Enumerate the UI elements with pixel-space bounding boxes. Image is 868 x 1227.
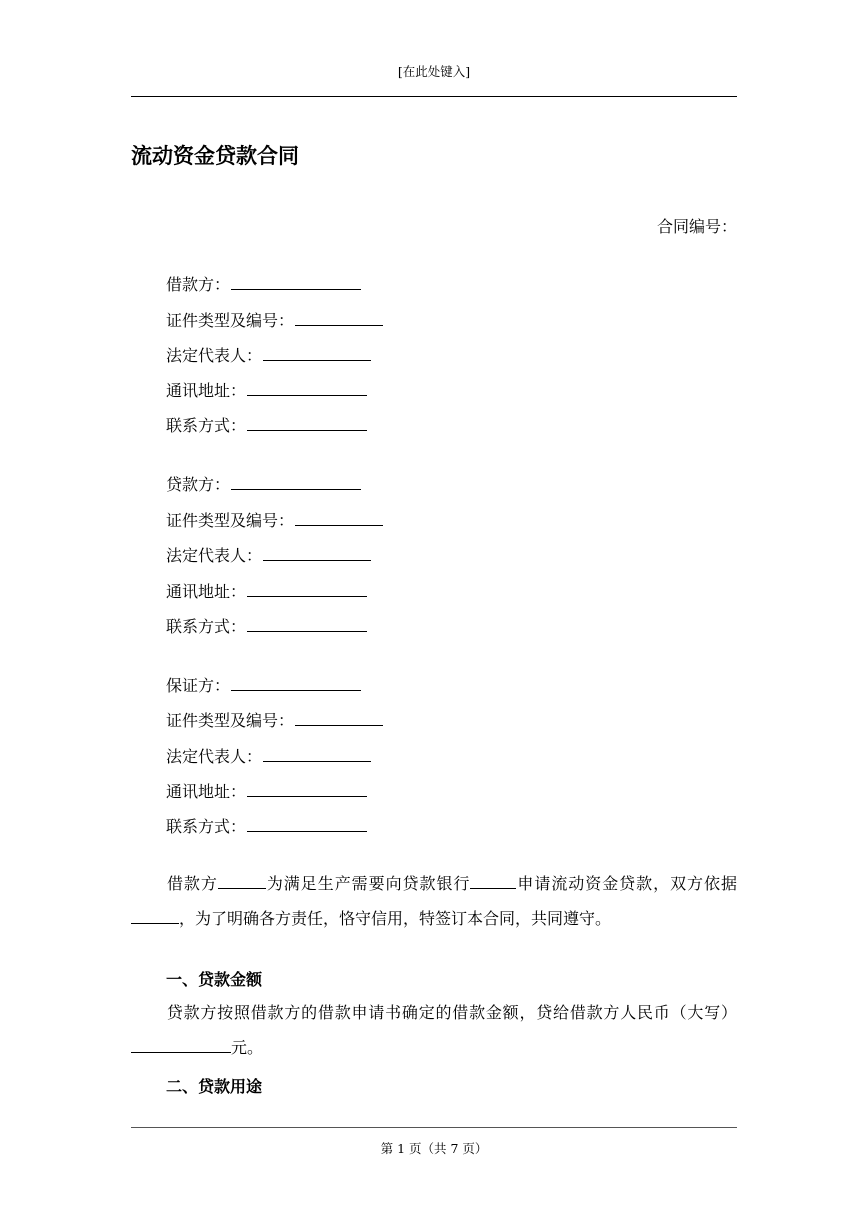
section1-paragraph: [131, 995, 737, 1065]
guarantor-contact-label: 联系方式：: [166, 817, 247, 836]
section1-unit: 元。: [231, 1038, 264, 1057]
borrower-name-label: 借款方：: [166, 275, 231, 294]
loan-amount-blank[interactable]: [131, 1038, 231, 1053]
borrower-id-blank[interactable]: [295, 311, 383, 326]
borrower-rep-blank[interactable]: [263, 346, 371, 361]
intro-text-1: 借款方: [166, 874, 218, 893]
borrower-address-line: [166, 378, 367, 401]
lender-id-label: 证件类型及编号：: [166, 511, 295, 530]
borrower-rep-label: 法定代表人：: [166, 346, 263, 365]
guarantor-name-blank[interactable]: [231, 676, 361, 691]
borrower-id-label: 证件类型及编号：: [166, 311, 295, 330]
page-header[interactable]: [在此处键入]: [397, 64, 471, 79]
lender-contact-blank[interactable]: [247, 617, 367, 632]
guarantor-rep-line: [166, 744, 371, 767]
lender-address-label: 通讯地址：: [166, 582, 247, 601]
lender-name-blank[interactable]: [231, 475, 361, 490]
lender-name-line: [166, 472, 361, 495]
intro-text-4: ，为了明确各方责任，恪守信用，特签订本合同，共同遵守。: [179, 909, 612, 928]
borrower-rep-line: [166, 343, 371, 366]
intro-blank-bank[interactable]: [470, 874, 516, 889]
borrower-id-line: [166, 308, 383, 331]
section1-heading: 一、贷款金额: [166, 970, 263, 989]
guarantor-name-label: 保证方：: [166, 676, 231, 695]
guarantor-name-line: [166, 673, 361, 696]
lender-rep-blank[interactable]: [263, 546, 371, 561]
lender-name-label: 贷款方：: [166, 475, 231, 494]
borrower-contact-blank[interactable]: [247, 416, 367, 431]
guarantor-id-label: 证件类型及编号：: [166, 711, 295, 730]
lender-address-line: [166, 579, 367, 602]
intro-blank-basis[interactable]: [131, 909, 179, 924]
header-divider: [131, 96, 737, 97]
guarantor-address-line: [166, 779, 367, 802]
contract-number-label: 合同编号：: [656, 217, 737, 236]
guarantor-contact-line: [166, 814, 367, 837]
guarantor-contact-blank[interactable]: [247, 817, 367, 832]
guarantor-address-label: 通讯地址：: [166, 782, 247, 801]
intro-blank-borrower[interactable]: [218, 874, 266, 889]
borrower-name-blank[interactable]: [231, 275, 361, 290]
borrower-contact-label: 联系方式：: [166, 416, 247, 435]
lender-id-line: [166, 508, 383, 531]
lender-address-blank[interactable]: [247, 582, 367, 597]
guarantor-rep-blank[interactable]: [263, 747, 371, 762]
section1-text: 贷款方按照借款方的借款申请书确定的借款金额，贷给借款方人民币（大写）: [166, 1003, 737, 1022]
section2-heading: 二、贷款用途: [166, 1077, 263, 1096]
lender-rep-line: [166, 543, 371, 566]
guarantor-rep-label: 法定代表人：: [166, 747, 263, 766]
intro-paragraph: [131, 866, 737, 936]
lender-rep-label: 法定代表人：: [166, 546, 263, 565]
lender-id-blank[interactable]: [295, 511, 383, 526]
page-footer: 第 1 页（共 7 页）: [380, 1141, 488, 1156]
lender-contact-label: 联系方式：: [166, 617, 247, 636]
borrower-address-label: 通讯地址：: [166, 381, 247, 400]
borrower-address-blank[interactable]: [247, 381, 367, 396]
guarantor-address-blank[interactable]: [247, 782, 367, 797]
intro-text-3: 申请流动资金贷款，双方依据: [516, 874, 737, 893]
guarantor-id-blank[interactable]: [295, 711, 383, 726]
borrower-name-line: [166, 272, 361, 295]
document-title: 流动资金贷款合同: [131, 143, 299, 168]
footer-divider: [131, 1127, 737, 1128]
intro-text-2: 为满足生产需要向贷款银行: [265, 874, 471, 893]
lender-contact-line: [166, 614, 367, 637]
guarantor-id-line: [166, 708, 383, 731]
borrower-contact-line: [166, 413, 367, 436]
